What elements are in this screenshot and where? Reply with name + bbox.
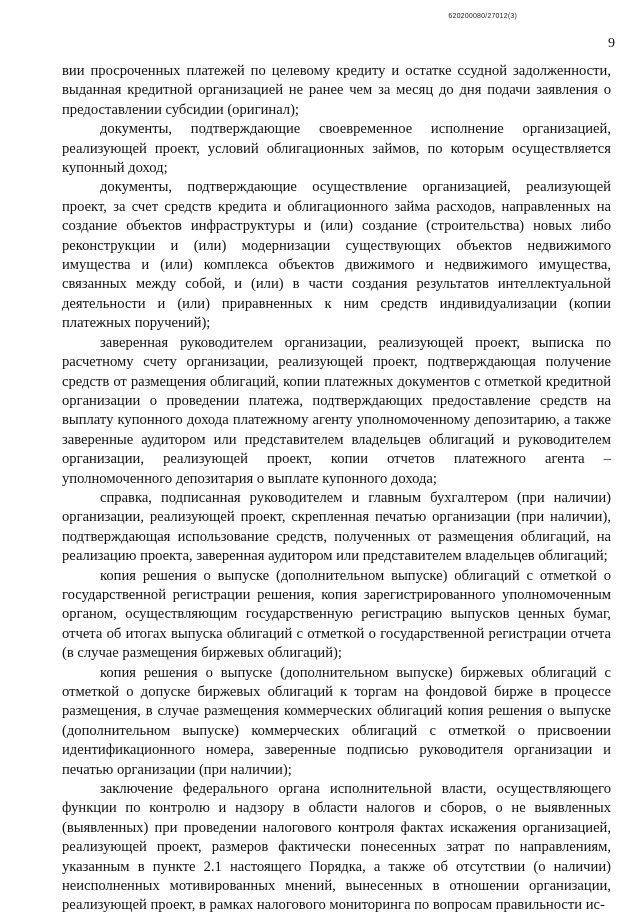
paragraph: копия решения о выпуске (дополнительном выпуске) облигаций с отметкой о государственной регистрации решения, копия зарегистрированного уполномоченным органом, осуществляющим государственную регистрацию выпусков ценных бумаг, отчета об итогах выпуска облигаций с отметкой о государственной регистрации отчета (в случае размещения биржевых облигаций); [62,567,611,662]
document-code: 620200080/27012(3) [448,13,517,20]
paragraph: копия решения о выпуске (дополнительном выпуске) биржевых облигаций с отметкой о допуске биржевых облигаций к торгам на фондовой бирже в процессе размещения, в случае размещения коммерческих облигаций копия решения о выпуске (дополнительном выпуске) коммерческих облигаций с отметкой о присвоении идентификационного номера, заверенные подписью руководителя организации и печатью организации (при наличии); [62,664,611,778]
paragraph: документы, подтверждающие своевременное исполнение организацией, реализующей проект, условий облигационных займов, по которым осуществляется купонный доход; [62,121,611,177]
paragraph: справка, подписанная руководителем и главным бухгалтером (при наличии) организации, реализующей проект, скрепленная печатью организации (при наличии), подтверждающая использование средств, полученных от размещения облигаций, на реализацию проекта, заверенная аудитором или представителем владельцев облигаций; [62,489,611,565]
paragraph: заключение федерального органа исполнительной власти, осуществляющего функции по контролю и надзору в области налогов и сборов, о не выявленных (выявленных) при проведении налогового контроля фактах искажения организацией, реализующей проект, размеров фактически понесенных затрат по направлениям, указанным в пункте 2.1 настоящего Порядка, а также об отсутствии (о наличии) неисполненных мотивированных мнений, вынесенных в отношении организации, реализующей проект, в рамках налогового мониторинга по вопросам правильности ис- [62,781,611,914]
paragraph: заверенная руководителем организации, реализующей проект, выписка по расчетному счету организации, реализующей проект, подтверждающая получение средств от размещения облигаций, копии платежных документов с отметкой кредитной организации о проведении платежа, подтверждающих предоставление средств на выплату купонного дохода платежному агенту уполномоченному депозитарию, а также заверенные аудитором или представителем владельцев облигаций и руководителем организации, реализующей проект, копии отчетов платежного агента – уполномоченного депозитария о выплате купонного дохода; [62,334,611,487]
page-number: 9 [608,36,615,51]
paragraph: вии просроченных платежей по целевому кредиту и остатке ссудной задолженности, выданная кредитной организацией не ранее чем за месяц до дня подачи заявления о предоставлении субсидии (оригинал); [62,63,611,118]
document-body [62,62,611,916]
paragraph: документы, подтверждающие осуществление организацией, реализующей проект, за счет средств кредита и облигационного займа расходов, направленных на создание объектов инфраструктуры и (или) создание (строительства) новых либо реконструкции и (или) модернизации существующих объектов недвижимого имущества и (или) комплекса объектов движимого и недвижимого имущества, связанных между собой, и (или) в части создания результатов интеллектуальной деятельности и (или) приравненных к ним средств индивидуализации (копии платежных поручений); [62,179,611,332]
